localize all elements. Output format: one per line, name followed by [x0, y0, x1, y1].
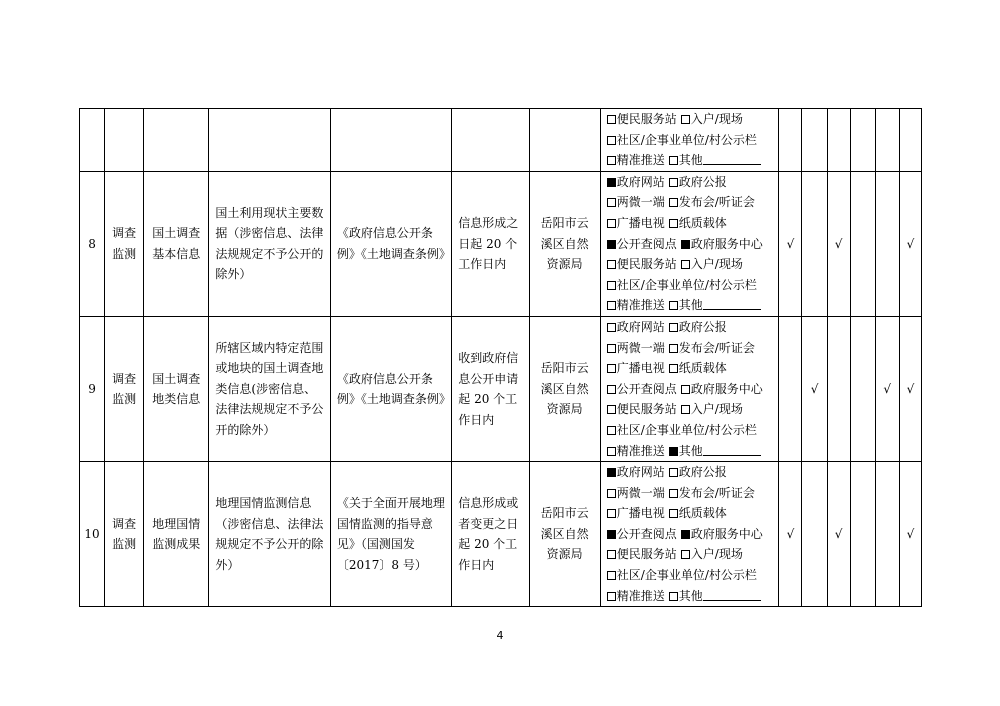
channel-label: 政府服务中心 — [690, 236, 763, 251]
channel-option — [607, 341, 665, 355]
unchecked-box-icon — [681, 550, 690, 559]
unchecked-box-icon — [681, 405, 690, 414]
unchecked-box-icon — [669, 509, 678, 518]
fill-in-blank — [703, 443, 761, 456]
cell-category: 调查监测 — [105, 462, 144, 607]
check-mark-cell — [779, 109, 802, 172]
channel-option — [607, 506, 665, 520]
cell-category: 调查监测 — [105, 171, 144, 316]
unchecked-box-icon — [681, 115, 690, 124]
cell-content — [209, 109, 330, 172]
table-row — [80, 109, 922, 172]
cell-category — [105, 109, 144, 172]
cell-item: 国土调查基本信息 — [144, 171, 209, 316]
fill-in-blank — [703, 152, 761, 165]
channel-label: 广播电视 — [616, 506, 665, 521]
channel-option — [669, 465, 727, 479]
channel-line — [607, 317, 779, 338]
channel-label: 入户/现场 — [690, 257, 743, 272]
channel-line — [607, 213, 779, 234]
channel-label: 两微一端 — [616, 340, 665, 355]
channel-option — [669, 153, 761, 167]
channel-line — [607, 399, 779, 420]
channel-option — [681, 112, 743, 126]
channel-line — [607, 358, 779, 379]
channel-option — [669, 589, 761, 603]
unchecked-box-icon — [607, 426, 616, 435]
channel-label: 精准推送 — [616, 153, 665, 168]
channel-line — [607, 130, 779, 151]
channel-label: 精准推送 — [616, 298, 665, 313]
check-mark-cell — [850, 109, 875, 172]
channel-option — [607, 278, 757, 292]
cell-basis — [330, 109, 451, 172]
channel-option — [607, 133, 757, 147]
channel-label: 纸质载体 — [678, 506, 727, 521]
channel-option — [607, 320, 665, 334]
channel-label: 广播电视 — [616, 361, 665, 376]
check-mark-cell — [802, 171, 827, 316]
channel-line — [607, 379, 779, 400]
check-mark-cell: √ — [899, 316, 921, 461]
cell-timeframe: 信息形成之日起 20 个工作日内 — [452, 171, 529, 316]
check-mark-cell — [827, 109, 850, 172]
check-mark-cell — [875, 109, 899, 172]
unchecked-box-icon — [669, 364, 678, 373]
channel-label: 政府网站 — [616, 465, 665, 480]
cell-category: 调查监测 — [105, 316, 144, 461]
cell-timeframe — [452, 109, 529, 172]
check-mark-cell: √ — [899, 462, 921, 607]
channel-option — [669, 195, 755, 209]
check-mark-cell: √ — [827, 462, 850, 607]
channel-line — [607, 503, 779, 524]
channel-line — [607, 254, 779, 275]
check-mark-cell — [875, 171, 899, 316]
channel-option — [607, 382, 677, 396]
channel-option — [607, 589, 665, 603]
unchecked-box-icon — [669, 592, 678, 601]
checked-box-icon — [607, 468, 616, 477]
check-mark-cell — [899, 109, 921, 172]
channel-label: 政府网站 — [616, 319, 665, 334]
check-mark-cell — [827, 316, 850, 461]
channel-label: 精准推送 — [616, 443, 665, 458]
checked-box-icon — [681, 240, 690, 249]
check-mark-cell — [850, 462, 875, 607]
unchecked-box-icon — [669, 468, 678, 477]
channel-line — [607, 109, 779, 130]
cell-subject — [529, 109, 600, 172]
unchecked-box-icon — [607, 364, 616, 373]
channel-line — [607, 234, 779, 255]
channel-label: 入户/现场 — [690, 112, 743, 126]
unchecked-box-icon — [607, 301, 616, 310]
channel-option — [607, 568, 757, 582]
channel-label: 纸质载体 — [678, 361, 727, 376]
cell-item: 地理国情监测成果 — [144, 462, 209, 607]
unchecked-box-icon — [607, 156, 616, 165]
check-mark-cell — [802, 462, 827, 607]
table-row — [80, 462, 922, 607]
unchecked-box-icon — [607, 219, 616, 228]
cell-content: 地理国情监测信息（涉密信息、法律法规规定不予公开的除外） — [209, 462, 330, 607]
check-mark-cell: √ — [779, 462, 802, 607]
channel-option — [681, 402, 743, 416]
channel-line — [607, 441, 779, 462]
cell-channels — [600, 316, 779, 461]
fill-in-blank — [703, 297, 761, 310]
cell-timeframe: 收到政府信息公开申请起 20 个工作日内 — [452, 316, 529, 461]
channel-option — [607, 175, 665, 189]
unchecked-box-icon — [607, 115, 616, 124]
check-mark-cell: √ — [802, 316, 827, 461]
channel-line — [607, 338, 779, 359]
channel-label: 其他 — [678, 298, 703, 313]
cell-content: 国土利用现状主要数据（涉密信息、法律法规规定不予公开的除外） — [209, 171, 330, 316]
check-mark-cell: √ — [899, 171, 921, 316]
channel-label: 两微一端 — [616, 195, 665, 210]
channel-option — [607, 195, 665, 209]
channel-option — [669, 444, 761, 458]
check-mark-cell — [779, 316, 802, 461]
unchecked-box-icon — [607, 405, 616, 414]
channel-line — [607, 544, 779, 565]
channel-line — [607, 586, 779, 607]
channel-option — [607, 257, 677, 271]
channel-label: 政府服务中心 — [690, 381, 763, 396]
channel-line — [607, 565, 779, 586]
channel-line — [607, 420, 779, 441]
channel-label: 便民服务站 — [616, 547, 677, 562]
channel-line — [607, 524, 779, 545]
channel-option — [681, 527, 763, 541]
channel-line — [607, 275, 779, 296]
cell-channels — [600, 109, 779, 172]
channel-option — [669, 320, 727, 334]
checked-box-icon — [669, 447, 678, 456]
cell-item: 国土调查地类信息 — [144, 316, 209, 461]
unchecked-box-icon — [669, 323, 678, 332]
table-row — [80, 316, 922, 461]
unchecked-box-icon — [607, 323, 616, 332]
channel-line — [607, 192, 779, 213]
cell-item — [144, 109, 209, 172]
check-mark-cell: √ — [827, 171, 850, 316]
channel-option — [607, 423, 757, 437]
channel-line — [607, 172, 779, 193]
channel-line — [607, 483, 779, 504]
cell-channels — [600, 171, 779, 316]
channel-option — [681, 547, 743, 561]
cell-number: 8 — [80, 171, 105, 316]
channel-label: 公开查阅点 — [616, 381, 677, 396]
cell-basis: 《政府信息公开条例》《土地调查条例》 — [330, 171, 451, 316]
channel-label: 精准推送 — [616, 588, 665, 603]
check-mark-cell — [875, 462, 899, 607]
channel-option — [607, 361, 665, 375]
channel-label: 发布会/听证会 — [678, 340, 755, 355]
channel-option — [669, 341, 755, 355]
unchecked-box-icon — [669, 198, 678, 207]
unchecked-box-icon — [607, 198, 616, 207]
channel-option — [669, 298, 761, 312]
check-mark-cell: √ — [779, 171, 802, 316]
unchecked-box-icon — [607, 571, 616, 580]
channel-option — [669, 216, 727, 230]
checked-box-icon — [681, 530, 690, 539]
unchecked-box-icon — [607, 281, 616, 290]
checked-box-icon — [607, 530, 616, 539]
channel-label: 政府网站 — [616, 174, 665, 189]
channel-label: 其他 — [678, 588, 703, 603]
cell-number — [80, 109, 105, 172]
channel-label: 便民服务站 — [616, 112, 677, 126]
channel-option — [607, 153, 665, 167]
unchecked-box-icon — [669, 219, 678, 228]
channel-line — [607, 295, 779, 316]
cell-timeframe: 信息形成或者变更之日起 20 个工作日内 — [452, 462, 529, 607]
cell-basis: 《关于全面开展地理国情监测的指导意见》（国测国发〔2017〕8 号） — [330, 462, 451, 607]
channel-label: 便民服务站 — [616, 257, 677, 272]
unchecked-box-icon — [607, 344, 616, 353]
unchecked-box-icon — [669, 301, 678, 310]
channel-option — [607, 547, 677, 561]
unchecked-box-icon — [669, 156, 678, 165]
channel-option — [681, 257, 743, 271]
cell-number: 10 — [80, 462, 105, 607]
check-mark-cell: √ — [875, 316, 899, 461]
checked-box-icon — [607, 240, 616, 249]
channel-label: 发布会/听证会 — [678, 485, 755, 500]
channel-label: 政府公报 — [678, 465, 727, 480]
channel-label: 社区/企事业单位/村公示栏 — [616, 568, 757, 583]
unchecked-box-icon — [669, 344, 678, 353]
channel-option — [607, 486, 665, 500]
unchecked-box-icon — [607, 136, 616, 145]
channel-label: 发布会/听证会 — [678, 195, 755, 210]
channel-option — [607, 298, 665, 312]
channel-option — [607, 527, 677, 541]
unchecked-box-icon — [607, 489, 616, 498]
channel-option — [607, 237, 677, 251]
channel-label: 社区/企事业单位/村公示栏 — [616, 132, 757, 147]
channel-label: 其他 — [678, 443, 703, 458]
page-number: 4 — [496, 629, 504, 642]
channel-line — [607, 462, 779, 483]
channel-label: 社区/企事业单位/村公示栏 — [616, 422, 757, 437]
cell-subject: 岳阳市云溪区自然资源局 — [529, 171, 600, 316]
cell-number: 9 — [80, 316, 105, 461]
channel-label: 政府公报 — [678, 174, 727, 189]
cell-subject: 岳阳市云溪区自然资源局 — [529, 316, 600, 461]
channel-option — [681, 237, 763, 251]
table-row — [80, 171, 922, 316]
channel-label: 公开查阅点 — [616, 236, 677, 251]
check-mark-cell — [802, 109, 827, 172]
channel-label: 政府公报 — [678, 319, 727, 334]
channel-label: 其他 — [678, 153, 703, 168]
cell-basis: 《政府信息公开条例》《土地调查条例》 — [330, 316, 451, 461]
unchecked-box-icon — [681, 385, 690, 394]
channel-option — [669, 486, 755, 500]
unchecked-box-icon — [669, 178, 678, 187]
check-mark-cell — [850, 316, 875, 461]
unchecked-box-icon — [669, 489, 678, 498]
channel-option — [681, 382, 763, 396]
channel-option — [607, 465, 665, 479]
cell-subject: 岳阳市云溪区自然资源局 — [529, 462, 600, 607]
channel-label: 广播电视 — [616, 215, 665, 230]
channel-label: 政府服务中心 — [690, 526, 763, 541]
unchecked-box-icon — [681, 260, 690, 269]
check-mark-cell — [850, 171, 875, 316]
unchecked-box-icon — [607, 447, 616, 456]
channel-label: 公开查阅点 — [616, 526, 677, 541]
cell-channels — [600, 462, 779, 607]
channel-label: 纸质载体 — [678, 215, 727, 230]
unchecked-box-icon — [607, 592, 616, 601]
channel-option — [607, 402, 677, 416]
channel-label: 入户/现场 — [690, 547, 743, 562]
fill-in-blank — [703, 588, 761, 601]
channel-option — [607, 444, 665, 458]
channel-option — [669, 361, 727, 375]
unchecked-box-icon — [607, 550, 616, 559]
cell-content: 所辖区域内特定范围或地块的国土调查地类信息(涉密信息、法律法规规定不予公开的除外） — [209, 316, 330, 461]
channel-option — [669, 175, 727, 189]
channel-label: 社区/企事业单位/村公示栏 — [616, 277, 757, 292]
channel-option — [607, 216, 665, 230]
unchecked-box-icon — [607, 260, 616, 269]
channel-option — [607, 112, 677, 126]
channel-line — [607, 150, 779, 171]
channel-label: 两微一端 — [616, 485, 665, 500]
channel-label: 入户/现场 — [690, 402, 743, 417]
checked-box-icon — [607, 178, 616, 187]
disclosure-table — [79, 108, 922, 607]
unchecked-box-icon — [607, 509, 616, 518]
unchecked-box-icon — [607, 385, 616, 394]
channel-label: 便民服务站 — [616, 402, 677, 417]
channel-option — [669, 506, 727, 520]
